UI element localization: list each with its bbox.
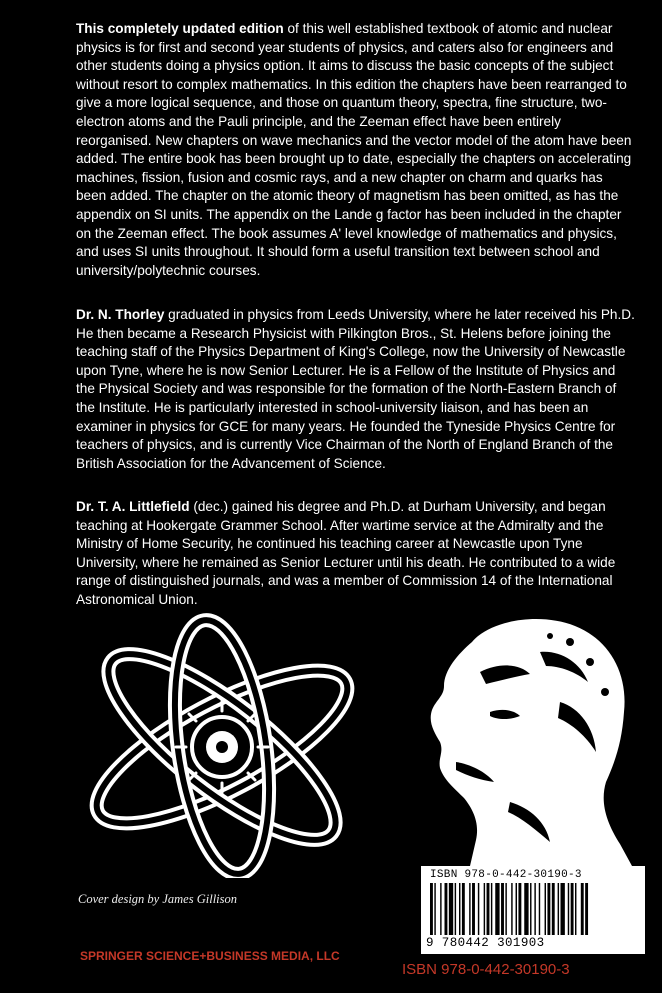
author-bio-thorley (76, 306, 636, 473)
paragraph-lead: Dr. N. Thorley (76, 307, 165, 322)
paragraph-text: of this well established textbook of atomic and nuclear physics is for first and second year students of physics, and caters also for engineers and other students doing a physics option. It aims to discuss the basic concepts of the subject without resort to complex mathematics. In this edition the chapters have been rearranged to give a more logical sequence, and those on quantum theory, spectra, fine structure, two-electron atoms and the Pauli principle, and the Zeeman effect have been entirely reorganised. New chapters on wave mechanics and the vector model of the atom have been added. The entire book has been brought up to date, especially the chapters on accelerating machines, fission, fusion and cosmic rays, and a new chapter on charm and quarks has been added. The chapter on the atomic theory of magnetism has been omitted, as has the appendix on SI units. The appendix on the Lande g factor has been included in the chapter on the Zeeman effect. The book assumes A' level knowledge of mathematics and physics, and uses SI units throughout. It should form a useful transition text between school and university/polytechnic courses. (76, 21, 632, 278)
bust-portrait-icon (410, 612, 642, 866)
barcode-isbn-text: ISBN 978-0-442-30190-3 (430, 869, 582, 881)
isbn-label: ISBN 978-0-442-30190-3 (402, 961, 570, 978)
paragraph-text: (dec.) gained his degree and Ph.D. at Durham University, and began teaching at Hookergate Grammer School. After wartime service at the Admiralty and the Ministry of Home Security, he continued his teaching career at Newcastle upon Tyne University, where he remained as Senior Lecturer until his death. He contributed to a wide range of distinguished journals, and was a member of Commission 14 of the International Astronomical Union. (76, 499, 616, 607)
atom-symbol-icon (72, 612, 372, 878)
barcode-label (421, 866, 645, 954)
barcode-digits: 9 780442 301903 (426, 936, 545, 950)
paragraph-lead: Dr. T. A. Littlefield (76, 499, 190, 514)
barcode-icon (428, 883, 638, 937)
description-paragraph (76, 20, 636, 280)
author-bio-littlefield (76, 498, 636, 610)
cover-design-credit: Cover design by James Gillison (78, 892, 238, 906)
paragraph-lead: This completely updated edition (76, 21, 284, 36)
publisher-name: SPRINGER SCIENCE+BUSINESS MEDIA, LLC (80, 949, 340, 963)
paragraph-text: graduated in physics from Leeds University, where he later received his Ph.D. He then became a Research Physicist with Pilkington Bros., St. Helens before joining the teaching staff of the Physics Department of King's College, now the University of Newcastle upon Tyne, where he is now Senior Lecturer. He is a Fellow of the Institute of Physics and the Physical Society and was responsible for the formation of the North-Eastern Branch of the Institute. He is particularly interested in school-university liaison, and has been an examiner in physics for GCE for many years. He founded the Tyneside Physics Centre for teachers of physics, and is currently Vice Chairman of the North of England Branch of the British Association for the Advancement of Science. (76, 307, 635, 471)
